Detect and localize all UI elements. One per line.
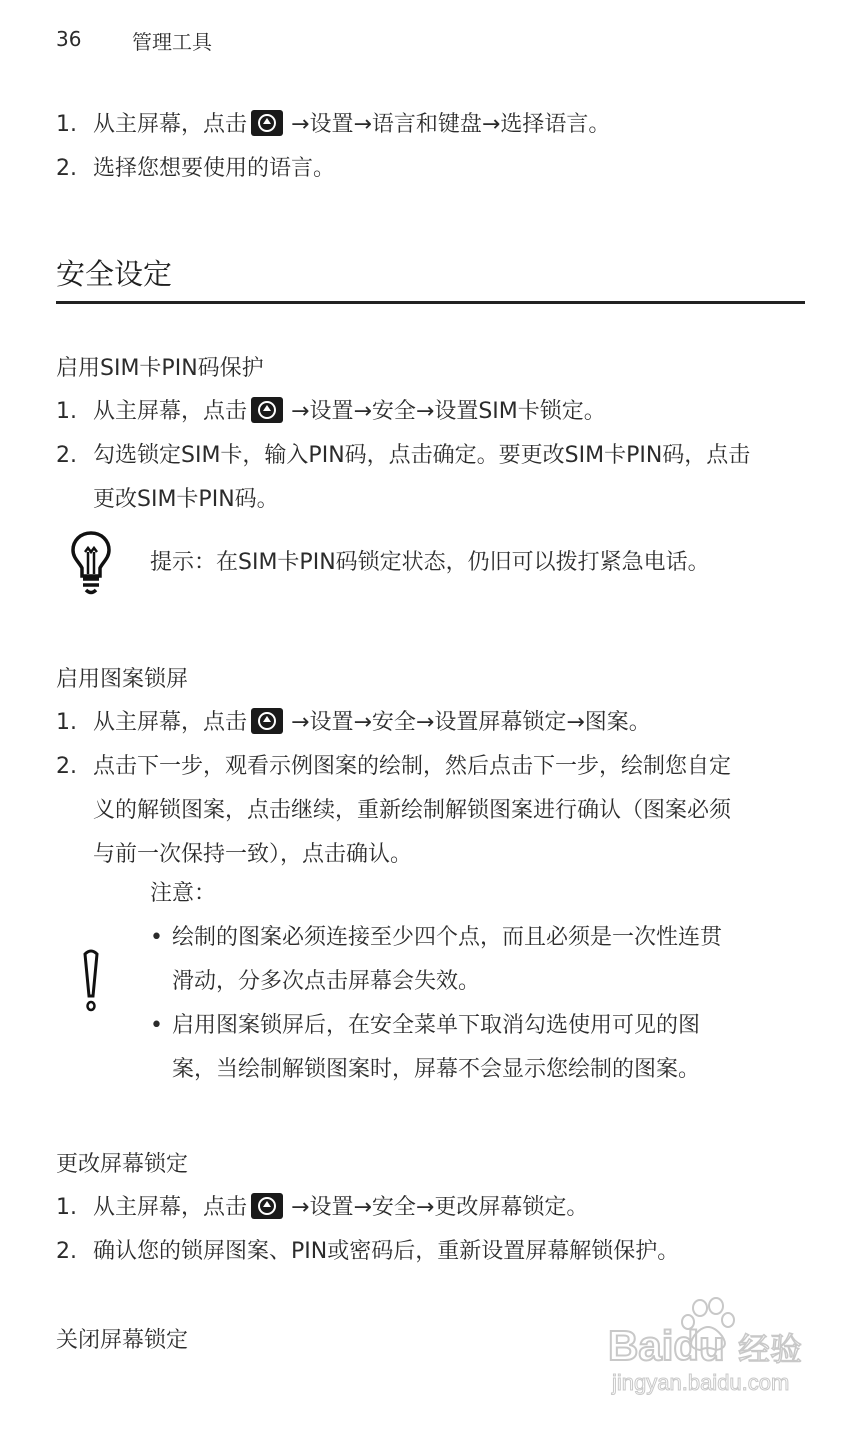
step-text-post: →设置→安全→设置SIM卡锁定。 [291, 399, 606, 424]
step-text: 勾选锁定SIM卡，输入PIN码，点击确定。要更改SIM卡PIN码，点击 [93, 443, 751, 468]
step-number: 2. [56, 1239, 77, 1264]
pattern-lock-step-2-cont-1: 义的解锁图案，点击继续，重新绘制解锁图案进行确认（图案必须 [93, 798, 732, 823]
pattern-lock-step-2 [56, 752, 731, 782]
home-menu-icon [251, 708, 283, 734]
step-number: 1. [56, 112, 77, 137]
sim-pin-step-1 [56, 397, 606, 427]
pattern-lock-step-1 [56, 708, 651, 738]
step-number: 2. [56, 754, 77, 779]
note-bullet-2-cont: 案，当绘制解锁图案时，屏幕不会显示您绘制的图案。 [172, 1057, 701, 1082]
bullet-dot: • [150, 925, 163, 950]
step-text-post: →设置→语言和键盘→选择语言。 [291, 112, 611, 137]
step-number: 1. [56, 710, 77, 735]
page-number: 36 [56, 27, 82, 51]
step-text: 选择您想要使用的语言。 [93, 156, 336, 181]
step-text: 点击下一步，观看示例图案的绘制，然后点击下一步，绘制您自定 [93, 754, 732, 779]
step-text-pre: 从主屏幕，点击 [93, 710, 248, 735]
step-text-pre: 从主屏幕，点击 [93, 399, 248, 424]
step-text-post: →设置→安全→设置屏幕锁定→图案。 [291, 710, 651, 735]
language-step-1 [56, 110, 610, 140]
section-title: 安全设定 [56, 257, 173, 291]
sim-pin-step-2-cont: 更改SIM卡PIN码。 [93, 487, 279, 512]
sim-pin-step-2 [56, 441, 750, 471]
bullet-text: 启用图案锁屏后，在安全菜单下取消勾选使用可见的图 [172, 1013, 701, 1038]
step-number: 2. [56, 443, 77, 468]
change-lock-heading: 更改屏幕锁定 [56, 1152, 189, 1177]
watermark-product: 经验 [738, 1330, 803, 1368]
home-menu-icon [251, 397, 283, 423]
note-title: 注意： [150, 881, 217, 906]
bullet-text: 绘制的图案必须连接至少四个点，而且必须是一次性连贯 [172, 925, 723, 950]
home-menu-icon [251, 1193, 283, 1219]
language-step-2 [56, 154, 335, 184]
pattern-lock-step-2-cont-2: 与前一次保持一致），点击确认。 [93, 842, 413, 867]
baidu-watermark-logo [608, 1296, 813, 1396]
note-bullet-1 [150, 923, 722, 953]
step-number: 1. [56, 399, 77, 424]
note-bullet-1-cont: 滑动，分多次点击屏幕会失效。 [172, 969, 481, 994]
note-bullet-2 [150, 1011, 700, 1041]
disable-lock-heading: 关闭屏幕锁定 [56, 1328, 189, 1353]
watermark-brand: Baidu [608, 1322, 725, 1369]
change-lock-step-1 [56, 1193, 588, 1223]
step-number: 1. [56, 1195, 77, 1220]
step-text-pre: 从主屏幕，点击 [93, 1195, 248, 1220]
step-text-pre: 从主屏幕，点击 [93, 112, 248, 137]
warning-icon [80, 948, 102, 1014]
step-text-post: →设置→安全→更改屏幕锁定。 [291, 1195, 589, 1220]
step-number: 2. [56, 156, 77, 181]
bullet-dot: • [150, 1013, 163, 1038]
pattern-lock-heading: 启用图案锁屏 [56, 667, 189, 692]
tip-text: 提示：在SIM卡PIN码锁定状态，仍旧可以拨打紧急电话。 [150, 550, 710, 575]
home-menu-icon [251, 110, 283, 136]
lightbulb-icon [70, 530, 112, 596]
change-lock-step-2 [56, 1237, 679, 1267]
section-divider [56, 301, 805, 304]
page-category: 管理工具 [132, 30, 212, 54]
sim-pin-heading: 启用SIM卡PIN码保护 [56, 356, 264, 381]
step-text: 确认您的锁屏图案、PIN或密码后，重新设置屏幕解锁保护。 [93, 1239, 680, 1264]
watermark-url: jingyan.baidu.com [612, 1370, 790, 1395]
